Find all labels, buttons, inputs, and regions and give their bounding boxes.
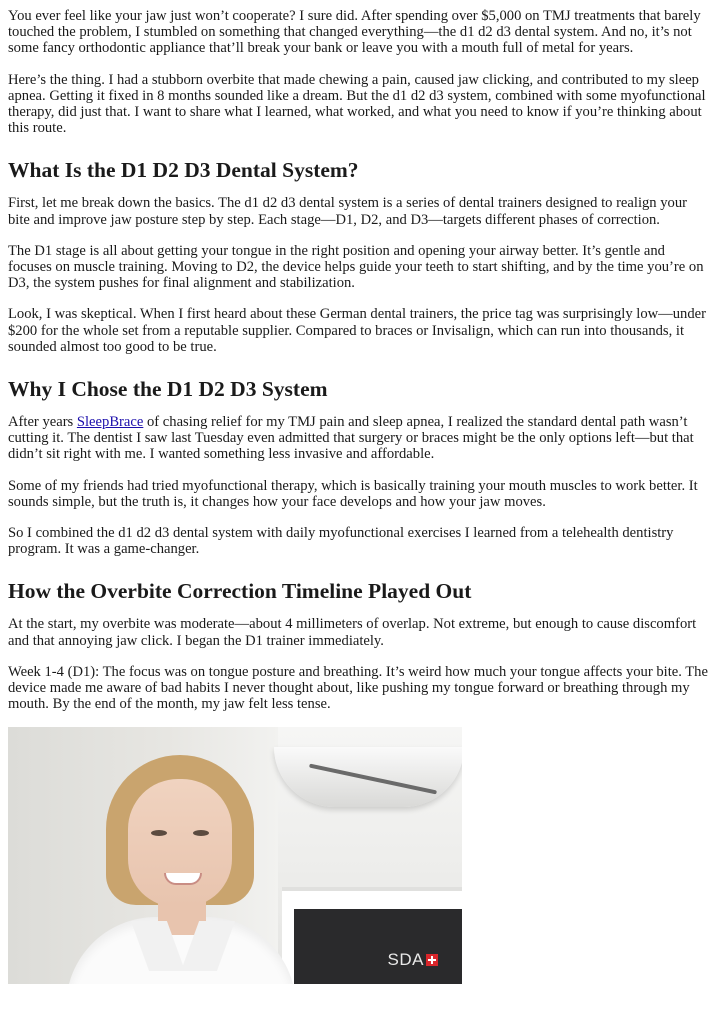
section-heading: How the Overbite Correction Timeline Played Out bbox=[8, 579, 472, 604]
section-heading: Why I Chose the D1 D2 D3 System bbox=[8, 377, 328, 402]
paragraph-text-after-link: of chasing relief for my TMJ pain and sleep apnea, I realized the standard dental path wasn’t cutting it. The dentist I saw last Tuesday even admitted that surgery or braces might be the only options left—but that didn’t sit right with me. I wanted something less invasive and affordable. bbox=[8, 414, 694, 463]
paragraph: Some of my friends had tried myofunctional therapy, which is basically training your mouth muscles to work better. It sounds simple, but the truth is, it changes how your face develops and how your jaw moves. bbox=[8, 477, 698, 510]
paragraph-text-before-link: After years bbox=[8, 414, 77, 431]
paragraph: Look, I was skeptical. When I first heard about these German dental trainers, the price tag was surprisingly low—under $200 for the whole set from a reputable supplier. Compared to braces or Invisalign, which can run into thousands, it sounded almost too good to be true. bbox=[8, 306, 706, 355]
paragraph: Week 1-4 (D1): The focus was on tongue posture and breathing. It’s weird how much your tongue affects your bite. The device made me aware of bad habits I never thought about, like pushing my tongue forward or breathing through my mouth. By the end of the month, my jaw felt less tense. bbox=[8, 663, 708, 713]
section-heading: What Is the D1 D2 D3 Dental System? bbox=[8, 158, 359, 183]
intro-paragraph: You ever feel like your jaw just won’t cooperate? I sure did. After spending over $5,000 on TMJ treatments that barely touched the problem, I stumbled on something that changed everything—the d1 d2 d3 dental system. And no, it’s not some fancy orthodontic appliance that’ll break your bank or leave you with a mouth full of metal for years. bbox=[8, 8, 701, 57]
paragraph: At the start, my overbite was moderate—about 4 millimeters of overlap. Not extreme, but enough to cause discomfort and that annoying jaw click. I began the D1 trainer immediately. bbox=[8, 616, 697, 649]
article bbox=[0, 8, 720, 984]
paragraph-with-link bbox=[8, 414, 712, 463]
sleepbrace-link[interactable]: SleepBrace bbox=[76, 414, 144, 431]
monitor-screen bbox=[294, 909, 462, 984]
paragraph: So I combined the d1 d2 d3 dental system with daily myofunctional exercises I learned from a telehealth dentistry program. It was a game-changer. bbox=[8, 525, 674, 558]
paragraph: Here’s the thing. I had a stubborn overbite that made chewing a pain, caused jaw clicking, and contributed to my sleep apnea. Getting it fixed in 8 months sounded like a dream. But the d1 d2 d3 system, combined with some myofunctional therapy, did just that. I want to share what I learned, what worked, and what you need to know if you’re thinking about this route. bbox=[8, 71, 706, 137]
paragraph: The D1 stage is all about getting your tongue in the right position and opening your airway better. It’s gentle and focuses on muscle training. Moving to D2, the device helps guide your teeth to start shifting, and by the time you’re on D3, the system pushes for final alignment and stabilization. bbox=[8, 242, 704, 292]
dentist-photo bbox=[8, 727, 462, 984]
sda-logo-text: SDA bbox=[387, 950, 424, 970]
swiss-cross-icon bbox=[426, 954, 438, 966]
paragraph: First, let me break down the basics. The d1 d2 d3 dental system is a series of dental trainers designed to realign your bite and improve jaw posture step by step. Each stage—D1, D2, and D3—targets different phases of correction. bbox=[8, 195, 687, 228]
sda-logo bbox=[388, 950, 438, 970]
person-face bbox=[128, 779, 232, 907]
